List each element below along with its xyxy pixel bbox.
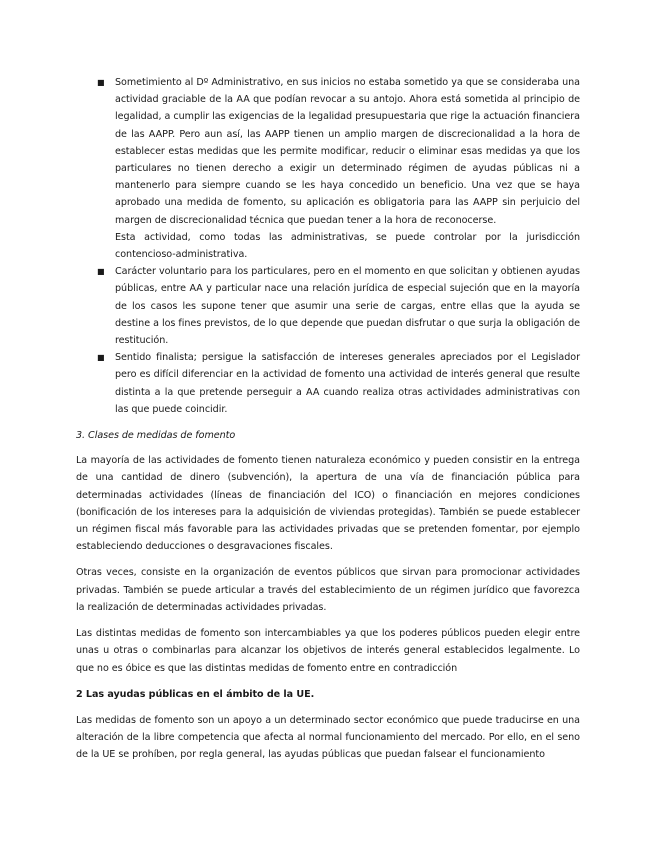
bullet-list	[76, 74, 580, 418]
square-bullet-icon: ■	[97, 353, 105, 363]
square-bullet-icon: ■	[97, 267, 105, 277]
bullet-text: Sentido finalista; persigue la satisfacción de intereses generales apreciados por el Legislador pero es difícil diferenciar en la actividad de fomento una actividad de interés general que resulte distinta a la que pretende perseguir a AA cuando realiza otras actividades administrativas con las que puede coincidir.	[115, 352, 580, 415]
bullet-item-caracter-voluntario	[76, 263, 580, 349]
section-heading-clases: 3. Clases de medidas de fomento	[76, 430, 236, 442]
bullet-item-sometimiento	[76, 74, 580, 263]
bullet-text: Carácter voluntario para los particulares, pero en el momento en que solicitan y obtienen ayudas públicas, entre AA y particular nace una relación jurídica de especial sujeción que en la mayoría de los casos les supone tener que asumir una serie de cargas, entre ellas que la ayuda se destine a los fines previstos, de lo que depende que puedan disfrutar o que surja la obligación de restitución.	[115, 266, 580, 347]
paragraph-intercambiables: Las distintas medidas de fomento son intercambiables ya que los poderes públicos pueden elegir entre unas u otras o combinarlas para alcanzar los objetivos de interés general establecidos legalmente. Lo que no es óbice es que las distintas medidas de fomento entre en contradicción	[76, 628, 580, 674]
paragraph-medidas-apoyo: Las medidas de fomento son un apoyo a un determinado sector económico que puede traducirse en una alteración de la libre competencia que afecta al normal funcionamiento del mercado. Por ello, en el seno de la UE se prohíben, por regla general, las ayudas públicas que puedan falsear el funcionamiento	[76, 714, 580, 761]
paragraph-mayoria: La mayoría de las actividades de fomento tienen naturaleza económico y pueden consistir en la entrega de una cantidad de dinero (subvención), la apertura de una vía de financiación pública para determinadas actividades (líneas de financiación del ICO) o financiación en mejores condiciones (bonificación de los intereses para la adquisición de viviendas protegidas). También se puede establecer un régimen fiscal más favorable para las actividades privadas que se pretenden fomentar, por ejemplo estableciendo deducciones o desgravaciones fiscales.	[76, 455, 580, 553]
section-heading-ayudas-ue: 2 Las ayudas públicas en el ámbito de la UE.	[76, 688, 315, 700]
bullet-extra-text: Esta actividad, como todas las administrativas, se puede controlar por la jurisdicción contencioso-administrativa.	[115, 231, 580, 261]
paragraph-otras-veces: Otras veces, consiste en la organización de eventos públicos que sirvan para promocionar actividades privadas. También se puede articular a través del establecimiento de un régimen jurídico que favorezca la realización de determinadas actividades privadas.	[76, 567, 580, 613]
document-page	[76, 74, 580, 773]
bullet-item-sentido-finalista	[76, 349, 580, 418]
bullet-text: Sometimiento al Dº Administrativo, en sus inicios no estaba sometido ya que se consideraba una actividad graciable de la AA que podían revocar a su antojo. Ahora está sometida al principio de legalidad, a cumplir las exigencias de la legalidad presupuestaria que rige la actuación financiera de las AAPP. Pero aun así, las AAPP tienen un amplio margen de discrecionalidad a la hora de establecer estas medidas que les permite modificar, reducir o eliminar esas medidas ya que los particulares no tienen derecho a exigir un determinado régimen de ayudas públicas ni a mantenerlo para siempre cuando se les haya concedido un beneficio. Una vez que se haya aprobado una medida de fomento, su aplicación es obligatoria para las AAPP sin perjuicio del margen de discrecionalidad técnica que puedan tener a la hora de reconocerse.	[115, 77, 580, 226]
square-bullet-icon: ■	[97, 78, 105, 87]
